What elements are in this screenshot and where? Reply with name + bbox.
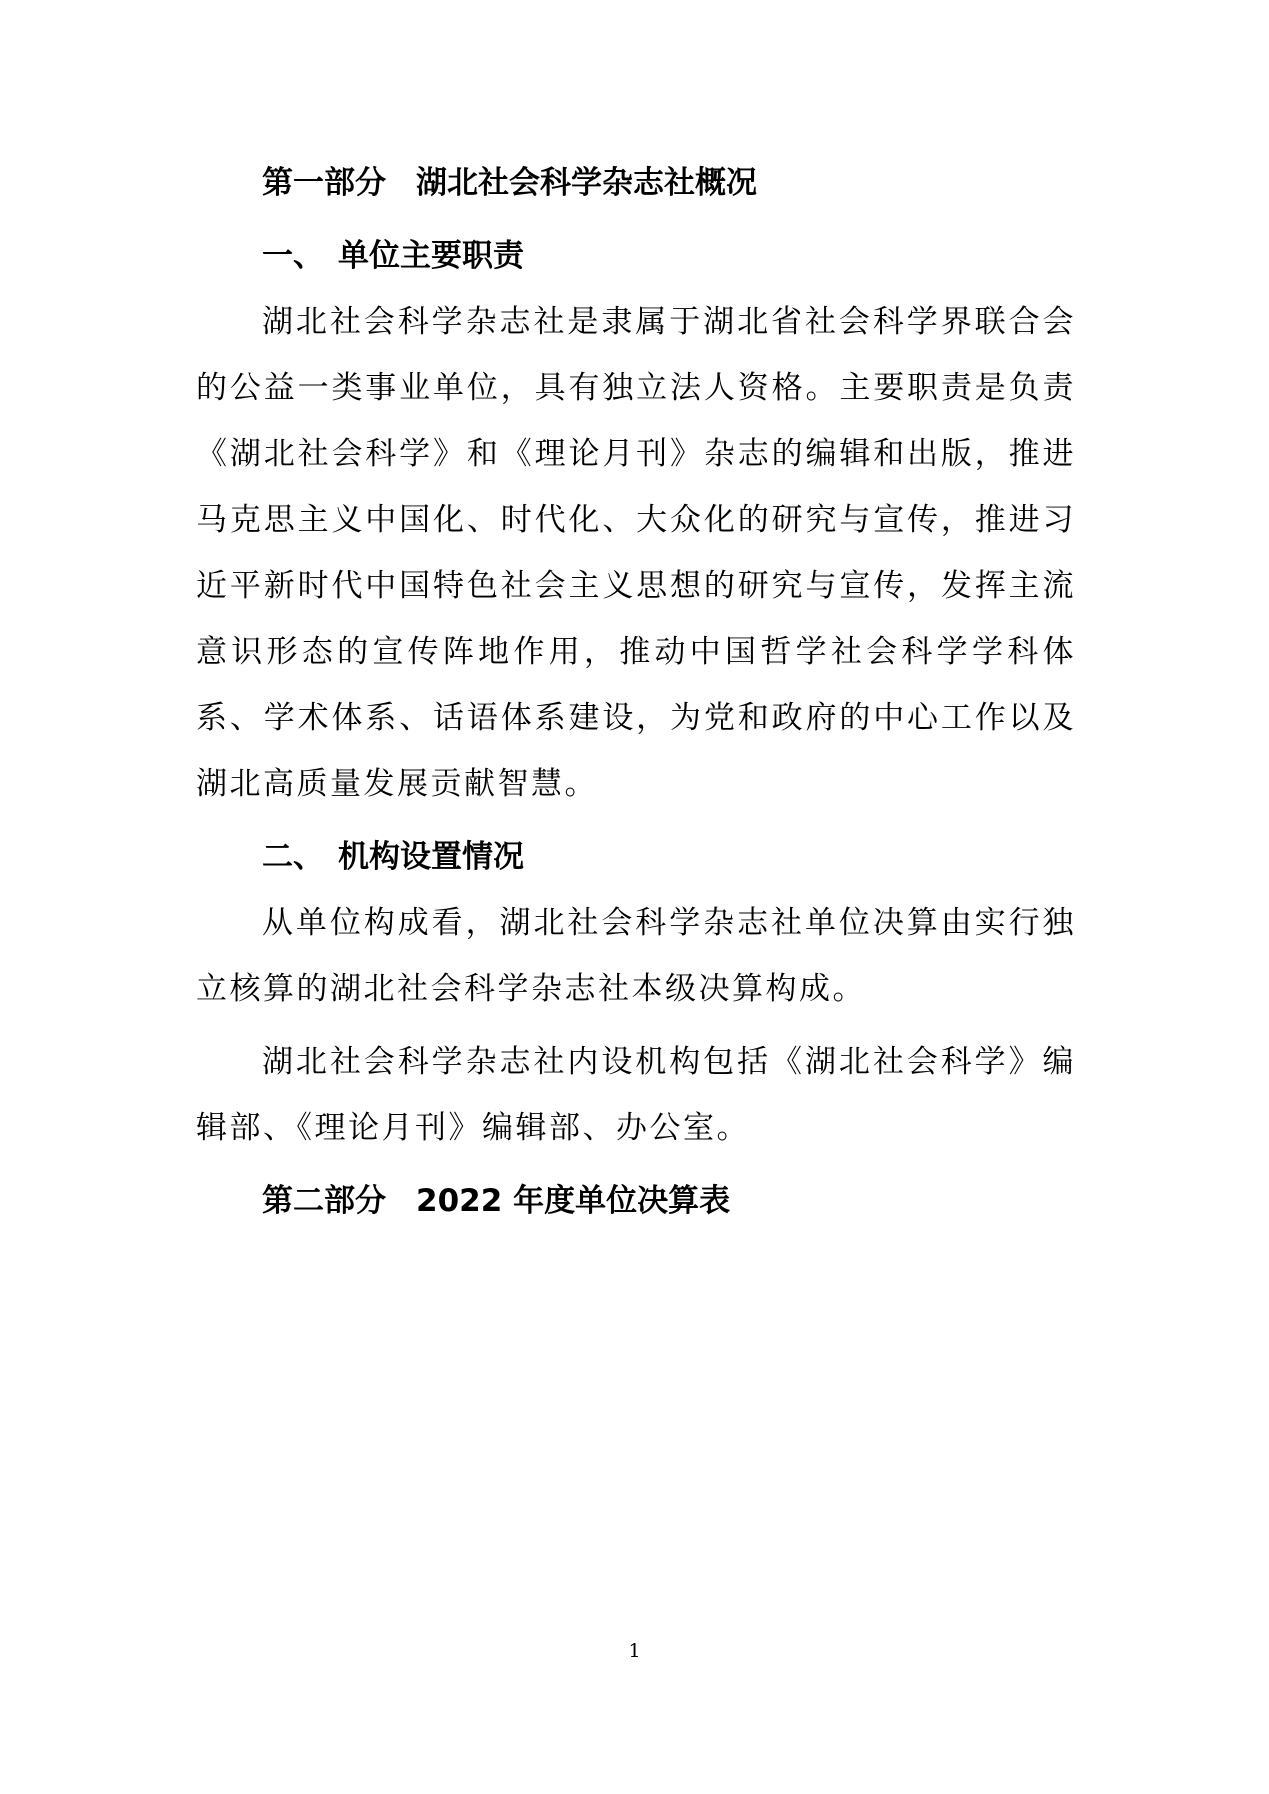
section2-heading — [196, 824, 1076, 890]
section1-paragraph: 湖北社会科学杂志社是隶属于湖北省社会科学界联合会的公益一类事业单位，具有独立法人资格。主要职责是负责《湖北社会科学》和《理论月刊》杂志的编辑和出版，推进马克思主义中国化、时代化、大众化的研究与宣传，推进习近平新时代中国特色社会主义思想的研究与宣传，发挥主流意识形态的宣传阵地作用，推动中国哲学社会科学学科体系、学术体系、话语体系建设，为党和政府的中心工作以及湖北高质量发展贡献智慧。 — [196, 304, 1076, 802]
section1-title: 单位主要职责 — [338, 238, 524, 274]
part1-heading — [196, 150, 1076, 216]
page-number: 1 — [628, 1640, 641, 1662]
part2-label: 第二部分 — [262, 1183, 386, 1219]
section2-paragraph-1: 从单位构成看，湖北社会科学杂志社单位决算由实行独立核算的湖北社会科学杂志社本级决算构成。 — [196, 905, 1076, 1007]
section1-label: 一、 — [262, 238, 324, 274]
section2-paragraph-2: 湖北社会科学杂志社内设机构包括《湖北社会科学》编辑部、《理论月刊》编辑部、办公室。 — [196, 1044, 1076, 1146]
section2-title: 机构设置情况 — [338, 839, 524, 875]
part1-label: 第一部分 — [262, 165, 386, 201]
section2-label: 二、 — [262, 839, 324, 875]
part2-title: 2022 年度单位决算表 — [416, 1183, 731, 1219]
document-body — [196, 150, 1076, 1234]
part1-title: 湖北社会科学杂志社概况 — [416, 165, 757, 201]
part2-heading — [196, 1168, 1076, 1234]
section1-heading — [196, 223, 1076, 289]
